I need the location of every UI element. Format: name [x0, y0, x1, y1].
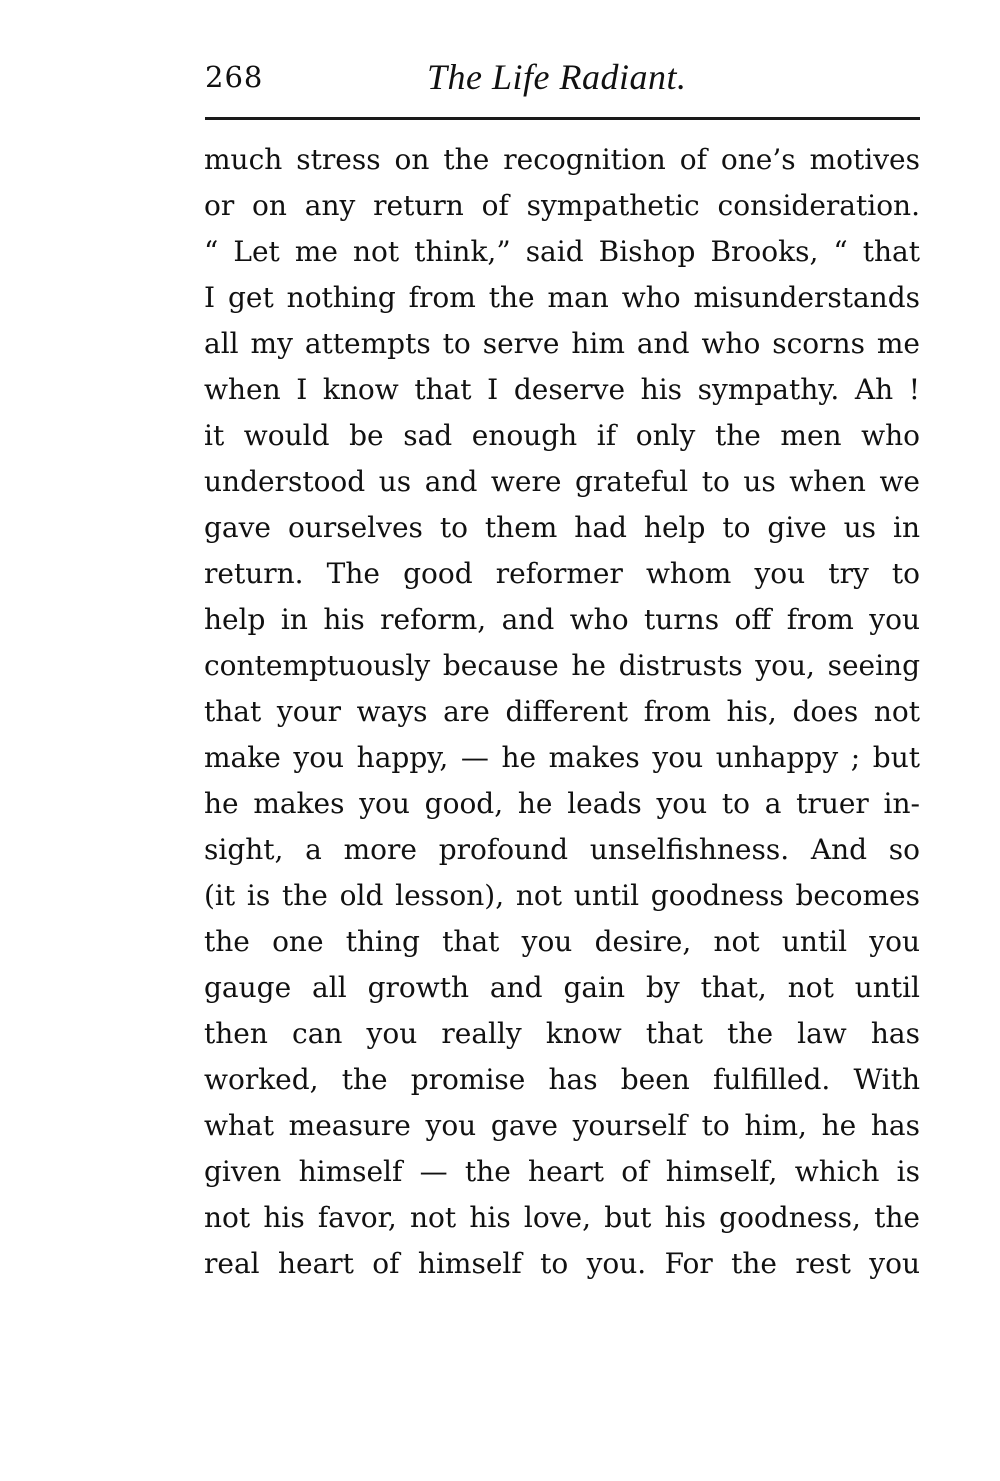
text-line: or on any return of sympathetic consideration. [204, 189, 920, 222]
text-line: (it is the old lesson), not until goodness becomes [204, 879, 920, 912]
text-line: that your ways are different from his, does not [204, 695, 920, 728]
text-line: sight, a more profound unselfishness. And so [204, 833, 920, 866]
text-line: “ Let me not think,” said Bishop Brooks, “ that [204, 235, 920, 268]
text-line: not his favor, not his love, but his goodness, the [204, 1201, 920, 1234]
text-line: much stress on the recognition of one’s motives [204, 143, 920, 176]
text-line: gave ourselves to them had help to give us in [204, 511, 920, 544]
text-line: worked, the promise has been fulfilled. With [204, 1063, 920, 1096]
text-line: it would be sad enough if only the men who [204, 419, 920, 452]
text-line: understood us and were grateful to us when we [204, 465, 920, 498]
text-line: then can you really know that the law has [204, 1017, 920, 1050]
text-line: gauge all growth and gain by that, not until [204, 971, 920, 1004]
text-line: the one thing that you desire, not until you [204, 925, 920, 958]
text-line: return. The good reformer whom you try to [204, 557, 920, 590]
page-number: 268 [205, 60, 264, 94]
text-line: when I know that I deserve his sympathy. Ah ! [204, 373, 920, 406]
running-head [205, 52, 920, 102]
header-rule [205, 117, 920, 120]
running-title: The Life Radiant. [427, 57, 687, 97]
text-line: given himself — the heart of himself, which is [204, 1155, 920, 1188]
body-text [204, 137, 920, 1287]
text-line: I get nothing from the man who misunderstands [204, 281, 920, 314]
text-line: all my attempts to serve him and who scorns me [204, 327, 920, 360]
text-line: contemptuously because he distrusts you, seeing [204, 649, 920, 682]
text-line: help in his reform, and who turns off from you [204, 603, 920, 636]
text-line: what measure you gave yourself to him, he has [204, 1109, 920, 1142]
text-line: real heart of himself to you. For the rest you [204, 1247, 920, 1280]
text-line: he makes you good, he leads you to a truer in- [204, 787, 920, 820]
text-line: make you happy, — he makes you unhappy ; but [204, 741, 920, 774]
